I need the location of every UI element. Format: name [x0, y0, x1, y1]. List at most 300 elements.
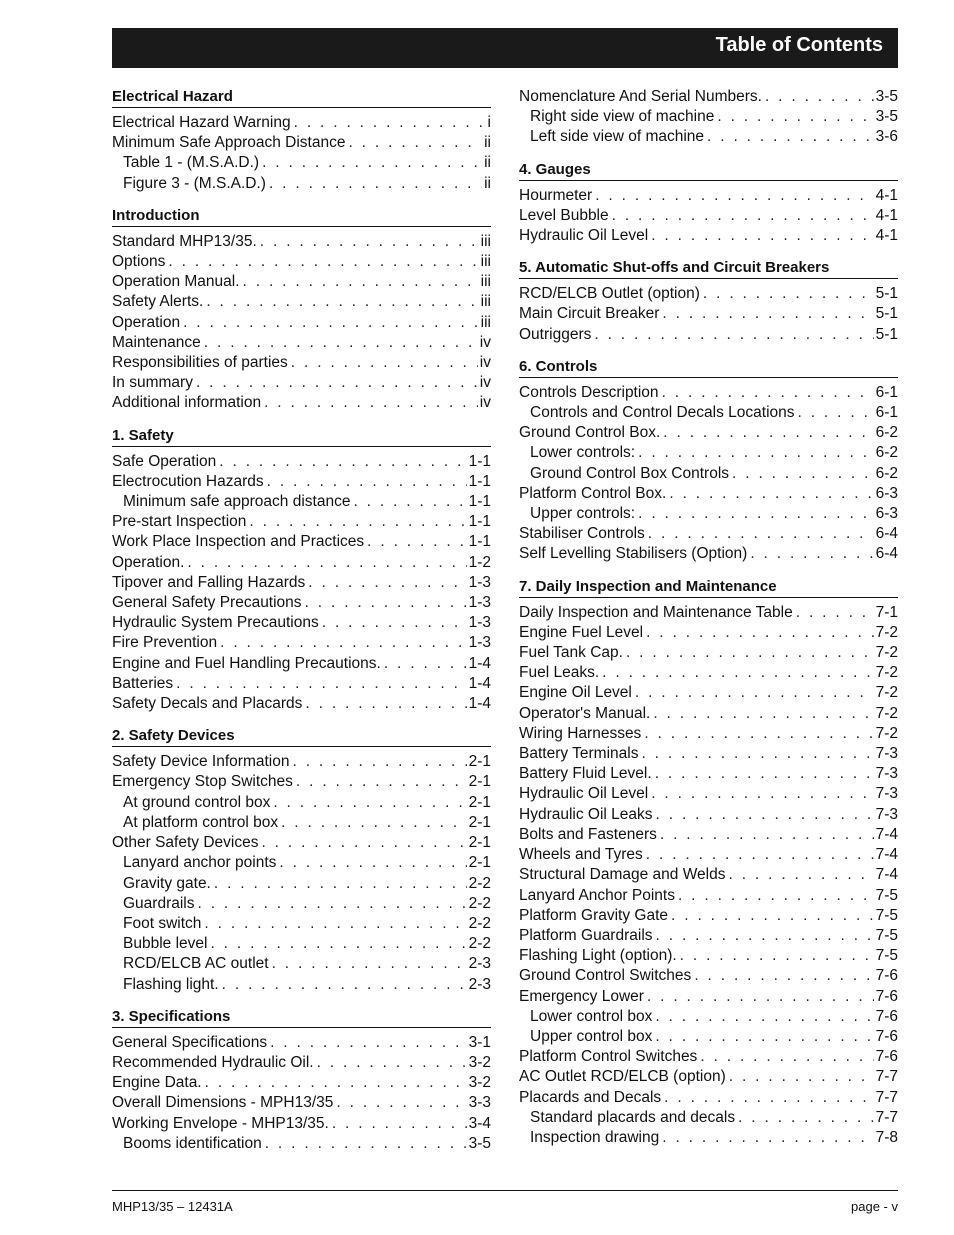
toc-entry[interactable] [519, 524, 898, 544]
toc-entry[interactable] [112, 914, 491, 934]
toc-entry[interactable] [519, 845, 898, 865]
toc-page-number: 7-2 [875, 724, 898, 742]
dot-leader [261, 833, 466, 853]
toc-section-heading[interactable]: 3. Specifications [112, 1007, 491, 1028]
toc-entry[interactable] [112, 1053, 491, 1073]
dot-leader [353, 492, 466, 512]
toc-entry[interactable] [519, 443, 898, 463]
toc-entry-title: Minimum Safe Approach Distance [112, 134, 346, 152]
toc-entry[interactable] [519, 926, 898, 946]
toc-entry[interactable] [112, 674, 491, 694]
toc-entry[interactable] [519, 906, 898, 926]
toc-page-number: 7-5 [875, 906, 898, 924]
toc-page-number: 6-4 [875, 545, 898, 563]
toc-entry-title: Fuel Tank Cap. [519, 644, 623, 662]
toc-entry[interactable] [519, 946, 898, 966]
toc-page-number: 7-5 [875, 947, 898, 965]
toc-page-number: 1-2 [468, 553, 491, 571]
toc-entry[interactable] [112, 1093, 491, 1113]
toc-section-heading[interactable]: 6. Controls [519, 357, 898, 378]
toc-entry-title: Hydraulic Oil Leaks [519, 805, 653, 823]
toc-entry[interactable] [519, 504, 898, 524]
dot-leader [279, 853, 466, 873]
toc-page-number: iii [480, 232, 491, 250]
toc-entry[interactable] [519, 544, 898, 564]
toc-entry[interactable] [112, 553, 491, 573]
toc-page-number: iv [479, 374, 491, 392]
dot-leader [660, 825, 874, 845]
toc-entry[interactable] [519, 1007, 898, 1027]
toc-entry[interactable] [112, 654, 491, 674]
toc-entry[interactable] [519, 724, 898, 744]
toc-entry[interactable] [519, 423, 898, 443]
toc-page-number: 1-4 [468, 654, 491, 672]
dot-leader [729, 1067, 874, 1087]
toc-entry-title: Battery Fluid Level. [519, 765, 652, 783]
toc-page-number: 6-1 [875, 383, 898, 401]
toc-entry[interactable] [112, 252, 491, 272]
dot-leader [292, 752, 466, 772]
toc-entry-title: Controls and Control Decals Locations [530, 404, 795, 422]
dot-leader [738, 1108, 874, 1128]
toc-entry[interactable] [112, 1114, 491, 1134]
toc-entry[interactable] [112, 954, 491, 974]
dot-leader [294, 113, 486, 133]
toc-page-number: 4-1 [875, 206, 898, 224]
toc-page-number: 2-1 [468, 854, 491, 872]
dot-leader [646, 845, 874, 865]
dot-leader [669, 484, 873, 504]
toc-entry[interactable] [112, 232, 491, 252]
toc-entry[interactable] [112, 272, 491, 292]
toc-entry[interactable] [519, 226, 898, 246]
toc-entry-title: Ground Control Switches [519, 967, 692, 985]
toc-entry-title: Outriggers [519, 325, 592, 343]
toc-entry-title: Other Safety Devices [112, 834, 259, 852]
toc-entry-title: Electrocution Hazards [112, 472, 264, 490]
toc-entry-title: Safety Device Information [112, 753, 290, 771]
dot-leader [296, 772, 467, 792]
toc-page-number: 3-5 [875, 108, 898, 126]
dot-leader [317, 1053, 467, 1073]
toc-entry[interactable] [519, 825, 898, 845]
toc-entry[interactable] [519, 325, 898, 345]
dot-leader [265, 1134, 467, 1154]
toc-entry-title: At platform control box [123, 813, 279, 831]
dot-leader [187, 553, 466, 573]
toc-page-number: 2-1 [468, 753, 491, 771]
toc-entry-title: Operation. [112, 553, 185, 571]
toc-entry-title: Hydraulic Oil Level [519, 227, 649, 245]
dot-leader [678, 886, 874, 906]
toc-page-number: iii [480, 293, 491, 311]
toc-entry[interactable] [112, 333, 491, 353]
dot-leader [183, 313, 479, 333]
toc-page-number: 1-1 [468, 493, 491, 511]
dot-leader [663, 423, 873, 443]
toc-page-number: 1-3 [468, 634, 491, 652]
dot-leader [638, 443, 873, 463]
dot-leader [651, 226, 873, 246]
dot-leader [348, 133, 482, 153]
toc-page-number: 6-4 [875, 525, 898, 543]
toc-entry-title: Table 1 - (M.S.A.D.) [123, 154, 260, 172]
toc-entry-title: Wiring Harnesses [519, 724, 642, 742]
toc-entry-title: Flashing light. [123, 975, 219, 993]
toc-page-number: 7-7 [875, 1108, 898, 1126]
dot-leader [796, 603, 874, 623]
toc-page-number: ii [484, 154, 491, 172]
dot-leader [635, 683, 874, 703]
toc-entry-title: Lower controls: [530, 444, 636, 462]
dot-leader [703, 284, 874, 304]
dot-leader [694, 966, 873, 986]
toc-page-number: 2-3 [468, 955, 491, 973]
toc-entry-title: Fuel Leaks. [519, 664, 600, 682]
toc-page-number: iv [479, 354, 491, 372]
toc-page-number: 5-1 [875, 305, 898, 323]
dot-leader [612, 206, 874, 226]
toc-section [519, 160, 898, 247]
toc-entry[interactable] [112, 174, 491, 194]
toc-entry[interactable] [112, 694, 491, 714]
toc-entry[interactable] [519, 107, 898, 127]
toc-entry-title: In summary [112, 374, 193, 392]
toc-entry-title: Maintenance [112, 333, 201, 351]
dot-leader [732, 464, 874, 484]
dot-leader [249, 512, 466, 532]
dot-leader [646, 623, 874, 643]
dot-leader [264, 393, 478, 413]
toc-section-heading[interactable]: 5. Automatic Shut-offs and Circuit Breakers [519, 258, 898, 279]
dot-leader [602, 663, 873, 683]
dot-leader [641, 744, 873, 764]
dot-leader [305, 694, 466, 714]
toc-entry[interactable] [519, 744, 898, 764]
dot-leader [168, 252, 478, 272]
toc-page-number: 2-2 [468, 894, 491, 912]
toc-entry-title: Tipover and Falling Hazards [112, 573, 306, 591]
toc-entry-title: Daily Inspection and Maintenance Table [519, 603, 793, 621]
toc-entry-title: Self Levelling Stabilisers (Option) [519, 545, 748, 563]
toc-page-number: 1-4 [468, 674, 491, 692]
toc-page-number: 6-1 [875, 404, 898, 422]
toc-entry[interactable] [519, 663, 898, 683]
toc-page-number: 2-1 [468, 793, 491, 811]
toc-entry-title: Structural Damage and Welds [519, 866, 726, 884]
toc-page-number: 7-6 [875, 1048, 898, 1066]
toc-section [112, 726, 491, 994]
toc-entry[interactable] [112, 833, 491, 853]
toc-page-number: 6-3 [875, 505, 898, 523]
toc-page-number: 7-5 [875, 886, 898, 904]
toc-entry[interactable] [519, 886, 898, 906]
toc-section-heading[interactable]: 2. Safety Devices [112, 726, 491, 747]
toc-entry[interactable] [112, 1033, 491, 1053]
toc-page-number: 2-2 [468, 874, 491, 892]
toc-entry-title: Figure 3 - (M.S.A.D.) [123, 174, 266, 192]
toc-entry-title: Hourmeter [519, 186, 593, 204]
toc-section-heading[interactable]: Electrical Hazard [112, 87, 491, 108]
toc-section-heading[interactable]: 4. Gauges [519, 160, 898, 181]
toc-entry-title: Platform Guardrails [519, 926, 653, 944]
toc-entry-title: Ground Control Box. [519, 424, 661, 442]
toc-page-number: 7-2 [875, 664, 898, 682]
dot-leader [273, 793, 466, 813]
toc-page-number: 2-2 [468, 935, 491, 953]
toc-entry[interactable] [519, 403, 898, 423]
toc-entry[interactable] [112, 393, 491, 413]
dot-leader [272, 954, 467, 974]
toc-page-number: 3-2 [468, 1053, 491, 1071]
toc-entry[interactable] [112, 593, 491, 613]
toc-entry-title: Booms identification [123, 1134, 262, 1152]
toc-entry-title: Safety Decals and Placards [112, 695, 303, 713]
toc-entry[interactable] [519, 186, 898, 206]
toc-page-number: 7-4 [875, 846, 898, 864]
toc-page-number: 7-6 [875, 967, 898, 985]
toc-page-number: 4-1 [875, 227, 898, 245]
toc-entry[interactable] [112, 313, 491, 333]
toc-page-number: 3-1 [468, 1033, 491, 1051]
toc-page-number: 7-7 [875, 1068, 898, 1086]
dot-leader [728, 865, 873, 885]
toc-page-number: 3-5 [875, 88, 898, 105]
toc-entry[interactable] [112, 353, 491, 373]
toc-entry[interactable] [112, 813, 491, 833]
dot-leader [260, 232, 479, 252]
toc-page-number: 7-4 [875, 866, 898, 884]
toc-entry[interactable] [519, 603, 898, 623]
dot-leader [647, 987, 874, 1007]
toc-entry-title: Working Envelope - MHP13/35. [112, 1114, 329, 1132]
page-title: Table of Contents [715, 34, 883, 56]
toc-section [112, 426, 491, 715]
toc-entry[interactable] [519, 1108, 898, 1128]
toc-entry-title: Level Bubble [519, 206, 609, 224]
toc-page-number: iii [480, 313, 491, 331]
dot-leader [671, 906, 874, 926]
toc-entry[interactable] [519, 764, 898, 784]
toc-entry-title: AC Outlet RCD/ELCB (option) [519, 1068, 726, 1086]
toc-page-number: 7-6 [875, 1027, 898, 1045]
toc-entry[interactable] [519, 1047, 898, 1067]
toc-entry-title: Platform Gravity Gate [519, 906, 669, 924]
toc-entry[interactable] [519, 206, 898, 226]
toc-entry[interactable] [112, 613, 491, 633]
dot-leader [196, 373, 478, 393]
toc-page-number: 7-5 [875, 926, 898, 944]
dot-leader [700, 1047, 873, 1067]
toc-entry[interactable] [519, 127, 898, 147]
toc-page-number: 7-2 [875, 644, 898, 662]
toc-entry-title: Fire Prevention [112, 634, 218, 652]
toc-entry[interactable] [519, 987, 898, 1007]
toc-entry[interactable] [519, 865, 898, 885]
dot-leader [626, 643, 874, 663]
toc-entry[interactable] [112, 874, 491, 894]
toc-page-number: iii [480, 273, 491, 291]
toc-entry-title: Wheels and Tyres [519, 846, 643, 864]
toc-page-number: 7-7 [875, 1088, 898, 1106]
toc-page-number: 3-4 [468, 1114, 491, 1132]
toc-page-number: iv [479, 333, 491, 351]
header-bar [112, 28, 898, 68]
dot-leader [765, 87, 874, 107]
toc-page-number: 7-3 [875, 805, 898, 823]
toc-page-number: 2-1 [468, 813, 491, 831]
dot-leader [648, 524, 874, 544]
toc-entry[interactable] [519, 284, 898, 304]
toc-page-number: 3-5 [468, 1134, 491, 1152]
toc-page-number: 6-2 [875, 464, 898, 482]
toc-entry[interactable] [112, 492, 491, 512]
toc-entry[interactable] [112, 472, 491, 492]
toc-entry[interactable] [112, 975, 491, 995]
toc-page-number: 1-3 [468, 573, 491, 591]
toc-entry[interactable] [519, 784, 898, 804]
toc-entry-title: RCD/ELCB Outlet (option) [519, 285, 700, 303]
toc-entry-title: Bolts and Fasteners [519, 825, 657, 843]
toc-section-heading[interactable]: Introduction [112, 206, 491, 227]
toc-entry[interactable] [519, 1088, 898, 1108]
toc-entry[interactable] [519, 805, 898, 825]
toc-section [112, 206, 491, 414]
toc-page-number: i [487, 114, 491, 131]
toc-entry-title: Guardrails [123, 894, 195, 912]
toc-entry[interactable] [112, 292, 491, 312]
toc-entry[interactable] [519, 623, 898, 643]
toc-entry[interactable] [519, 1128, 898, 1148]
toc-entry[interactable] [112, 532, 491, 552]
dot-leader [206, 292, 478, 312]
toc-page-number: 1-3 [468, 594, 491, 612]
toc-page-number: 6-2 [875, 424, 898, 442]
toc-entry-title: Battery Terminals [519, 745, 639, 763]
dot-leader [291, 353, 478, 373]
toc-entry[interactable] [112, 153, 491, 173]
footer-page-number: page - v [851, 1199, 898, 1214]
toc-entry[interactable] [112, 1134, 491, 1154]
toc-page-number: 1-1 [468, 452, 491, 470]
toc-entry-title: Operation Manual. [112, 273, 240, 291]
toc-entry[interactable] [112, 452, 491, 472]
toc-entry-title: Standard MHP13/35. [112, 232, 257, 250]
dot-leader [204, 914, 466, 934]
toc-page-number: 7-6 [875, 987, 898, 1005]
toc-entry[interactable] [112, 853, 491, 873]
toc-entry-title: RCD/ELCB AC outlet [123, 955, 269, 973]
toc-entry[interactable] [519, 383, 898, 403]
toc-entry[interactable] [519, 87, 898, 107]
toc-page-number: 6-2 [875, 444, 898, 462]
toc-entry-title: Hydraulic System Precautions [112, 614, 319, 632]
toc-page-number: 2-1 [468, 834, 491, 852]
toc-entry-title: Engine and Fuel Handling Precautions. [112, 654, 381, 672]
toc-entry[interactable] [112, 133, 491, 153]
toc-entry-title: Engine Oil Level [519, 684, 632, 702]
toc-section [519, 258, 898, 345]
toc-page-number: 5-1 [875, 325, 898, 343]
toc-entry[interactable] [112, 1073, 491, 1093]
toc-entry[interactable] [112, 793, 491, 813]
toc-section [112, 1007, 491, 1154]
toc-entry[interactable] [112, 633, 491, 653]
toc-entry-title: Hydraulic Oil Level [519, 785, 649, 803]
toc-entry-title: Options [112, 253, 166, 271]
toc-entry[interactable] [112, 894, 491, 914]
toc-entry[interactable] [519, 1027, 898, 1047]
toc-entry[interactable] [519, 484, 898, 504]
toc-page-number: 7-3 [875, 765, 898, 783]
dot-leader [262, 153, 482, 173]
toc-page-number: 6-3 [875, 484, 898, 502]
toc-page-number: 7-4 [875, 825, 898, 843]
toc-entry-title: Upper control box [530, 1027, 653, 1045]
toc-entry-title: Lower control box [530, 1007, 653, 1025]
toc-entry[interactable] [112, 573, 491, 593]
toc-entry[interactable] [112, 772, 491, 792]
toc-page-number: iv [479, 394, 491, 412]
dot-leader [219, 452, 466, 472]
toc-page-number: 1-4 [468, 695, 491, 713]
toc-entry[interactable] [519, 304, 898, 324]
toc-entry[interactable] [112, 512, 491, 532]
dot-leader [270, 1033, 467, 1053]
toc-entry-title: Minimum safe approach distance [123, 493, 351, 511]
toc-entry-title: Main Circuit Breaker [519, 305, 660, 323]
dot-leader [664, 1088, 873, 1108]
dot-leader [644, 724, 873, 744]
footer-doc-id: MHP13/35 – 12431A [112, 1199, 233, 1214]
toc-entry[interactable] [112, 373, 491, 393]
toc-entry-title: Responsibilities of parties [112, 354, 288, 372]
toc-entry[interactable] [519, 464, 898, 484]
dot-leader [655, 1007, 873, 1027]
toc-entry[interactable] [519, 643, 898, 663]
toc-entry[interactable] [519, 704, 898, 724]
toc-page-number: 3-2 [468, 1074, 491, 1092]
toc-entry[interactable] [112, 752, 491, 772]
toc-section-heading[interactable]: 1. Safety [112, 426, 491, 447]
dot-leader [198, 894, 467, 914]
toc-entry[interactable] [112, 934, 491, 954]
dot-leader [638, 504, 873, 524]
toc-entry-title: Emergency Lower [519, 987, 644, 1005]
toc-entry[interactable] [519, 966, 898, 986]
toc-entry-title: Nomenclature And Serial Numbers. [519, 88, 762, 105]
toc-page-number: 3-3 [468, 1094, 491, 1112]
toc-section [519, 577, 898, 1148]
toc-section-heading[interactable]: 7. Daily Inspection and Maintenance [519, 577, 898, 598]
toc-right-column [519, 87, 898, 1160]
toc-entry-title: Lanyard Anchor Points [519, 886, 675, 904]
toc-entry-title: Safety Alerts. [112, 293, 204, 311]
toc-entry[interactable] [519, 683, 898, 703]
dot-leader [214, 874, 467, 894]
toc-entry-title: Additional information [112, 394, 262, 412]
toc-entry-title: At ground control box [123, 793, 271, 811]
toc-entry-title: Gravity gate. [123, 874, 211, 892]
toc-entry[interactable] [519, 1067, 898, 1087]
dot-leader [269, 174, 482, 194]
toc-page-number: 1-1 [468, 533, 491, 551]
toc-entry[interactable] [112, 113, 491, 133]
toc-page-number: 7-2 [875, 684, 898, 702]
toc-entry-title: Safe Operation [112, 452, 217, 470]
dot-leader [367, 532, 466, 552]
toc-page-number: 7-1 [875, 603, 898, 621]
